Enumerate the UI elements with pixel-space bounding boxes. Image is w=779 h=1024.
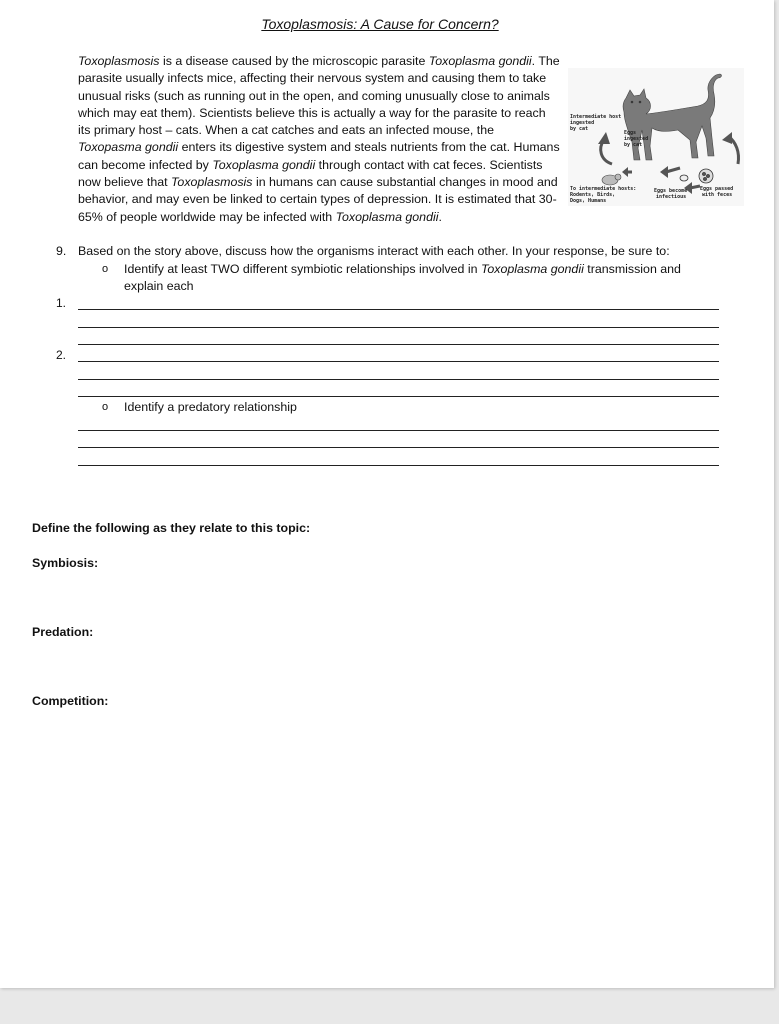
answer-line[interactable]: [78, 465, 719, 466]
label-to-intermediate-1: To intermediate hosts:: [570, 186, 637, 192]
label-eggs-passed-1: Eggs passed: [700, 186, 734, 192]
answer-item-number-1: 1.: [56, 296, 67, 310]
lifecycle-diagram: [568, 68, 744, 206]
label-eggs-passed-2: with feces: [702, 192, 733, 198]
answer-line[interactable]: [78, 447, 719, 448]
bullet-symbiotic: [102, 261, 742, 297]
bullet1-pre: Identify at least TWO different symbiotic relationships involved in: [124, 262, 481, 276]
label-to-intermediate-2: Rodents, Birds,: [570, 192, 616, 198]
label-eggs-infectious-2: infectious: [656, 194, 687, 200]
bullet1-italic: Toxoplasma gondii: [480, 262, 584, 276]
intro-italic-term: Toxoplasmosis: [78, 54, 160, 68]
answer-line[interactable]: [78, 327, 719, 328]
cycle-arrows: [601, 136, 739, 188]
worksheet-title: Toxoplasmosis: A Cause for Concern?: [261, 16, 499, 32]
answer-line[interactable]: [78, 361, 719, 362]
predation-label: Predation:: [32, 625, 94, 639]
intro-italic-term: Toxoplasma gondii: [428, 54, 532, 68]
answer-line[interactable]: [78, 309, 719, 310]
label-eggs-ingested-1: Eggs: [624, 130, 637, 136]
answer-line[interactable]: [78, 430, 719, 431]
intro-italic-term: Toxopasma gondii: [78, 140, 179, 155]
label-eggs-infectious-1: Eggs become: [654, 188, 688, 194]
question-number: 9.: [56, 244, 67, 258]
intro-text-run: . The parasite usually infects mice, affecting their nervous system and causing them to take unusual risks (such as running out in the open, and coming unusually close to animals which may eat them). Scientists believe this is actually a way for the parasite to reach its primary host – cats. When a cat catches and eats an infected mouse, the: [78, 54, 560, 138]
label-intermediate-host-1: Intermediate host: [570, 114, 622, 120]
symbiosis-label: Symbiosis:: [32, 556, 99, 570]
bullet-circle-icon: o: [102, 263, 109, 275]
label-intermediate-host-2: ingested: [570, 120, 595, 126]
intro-text-run: in humans can cause substantial changes in mood and behavior, and may even be linked to certain types of depression. It is estimated that 30-65% of people worldwide may be infected with: [78, 175, 558, 224]
answer-line[interactable]: [78, 379, 719, 380]
define-heading: Define the following as they relate to this topic:: [32, 521, 311, 535]
intro-italic-term: Toxoplasma gondii: [212, 157, 316, 172]
answer-line[interactable]: [78, 344, 719, 345]
intro-italic-term: Toxoplasmosis: [171, 175, 253, 190]
bullet1-post: transmission and explain each: [124, 262, 681, 293]
intro-text: [78, 54, 560, 224]
competition-label: Competition:: [32, 694, 109, 708]
egg-cyst-illustration: [680, 169, 713, 183]
bullet-predatory-text: Identify a predatory relationship: [124, 400, 297, 414]
intro-italic-term: Toxoplasma gondii: [335, 209, 439, 224]
label-intermediate-host-3: by cat: [570, 126, 589, 132]
mouse-illustration: [602, 174, 621, 185]
label-eggs-ingested-2: ingested: [624, 136, 649, 142]
bullet-circle-icon: o: [102, 401, 109, 413]
intro-text-run: through contact with cat feces. Scientists now believe that: [78, 157, 543, 190]
question-stem: Based on the story above, discuss how the organisms interact with each other. In your response, be sure to:: [78, 244, 670, 258]
label-to-intermediate-3: Dogs, Humans: [570, 198, 607, 204]
intro-text-run: enters its digestive system and steals nutrients from the cat. Humans can become infected by: [78, 140, 560, 172]
bullet-symbiotic-text: [124, 261, 722, 295]
intro-text-run: .: [438, 209, 442, 224]
label-eggs-ingested-3: by cat: [624, 142, 643, 148]
answer-line[interactable]: [78, 396, 719, 397]
toxoplasma-lifecycle-figure: [568, 68, 744, 206]
intro-text-run: is a disease caused by the microscopic parasite: [159, 54, 429, 68]
answer-item-number-2: 2.: [56, 348, 67, 362]
bullet-predatory: [102, 399, 742, 417]
